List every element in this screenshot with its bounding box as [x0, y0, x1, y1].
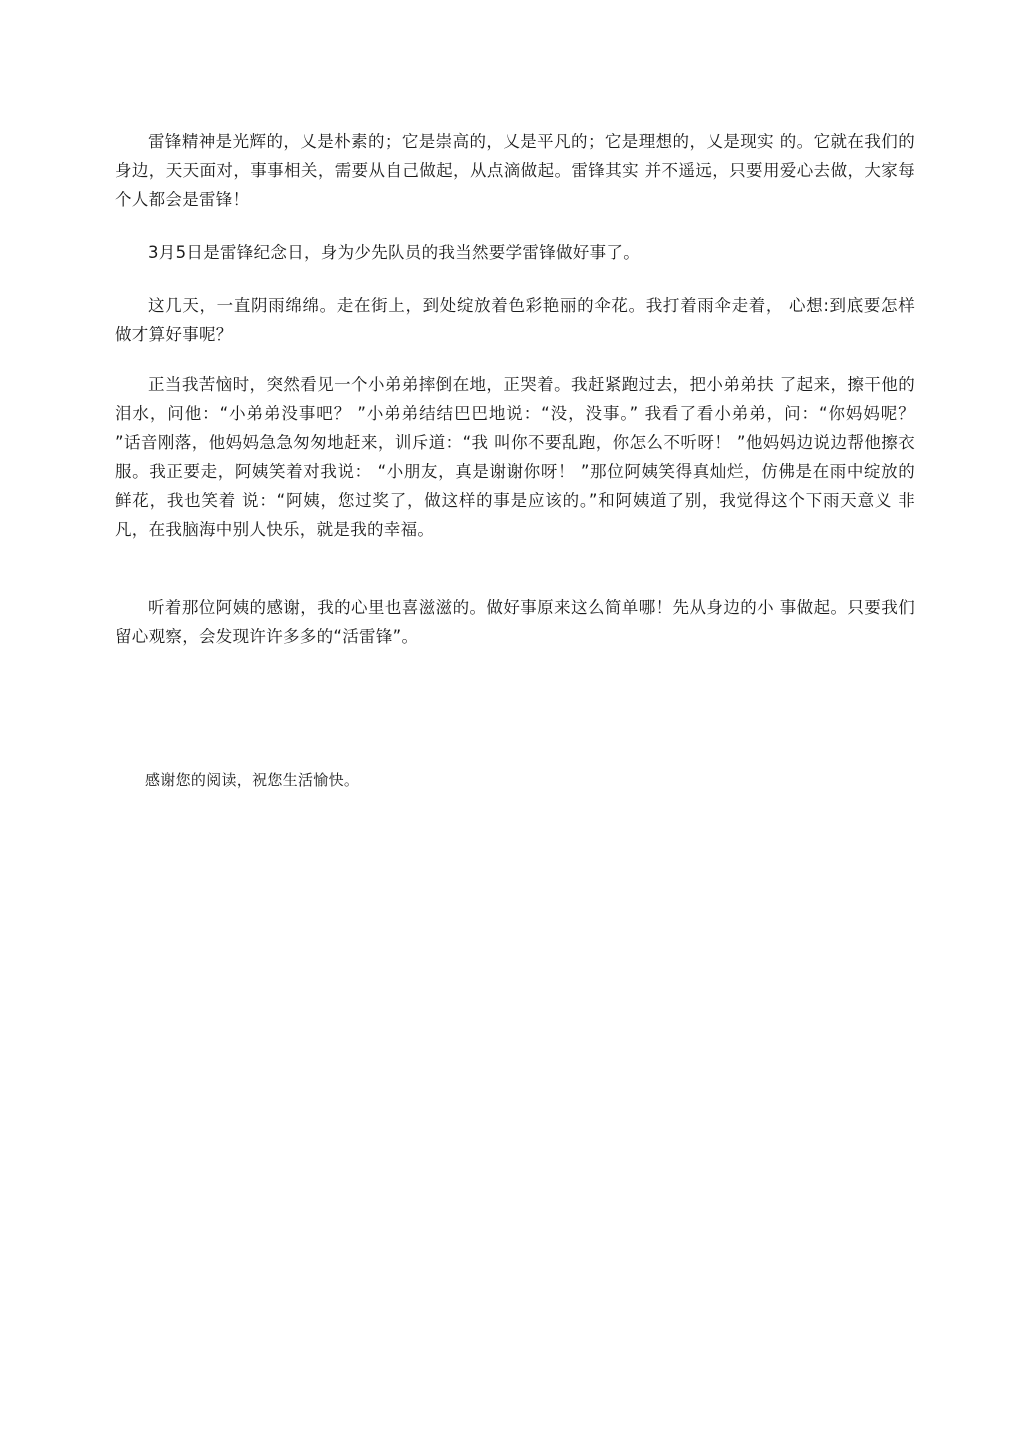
- paragraph-4: [115, 370, 915, 544]
- paragraph-1: [115, 127, 915, 214]
- paragraph-text: 3月5日是雷锋纪念日，身为少先队员的我当然要学雷锋做好事了。: [148, 243, 640, 262]
- closing-note: [115, 766, 915, 795]
- paragraph-5: [115, 593, 915, 651]
- paragraph-3: [115, 291, 915, 349]
- closing-text: 感谢您的阅读，祝您生活愉快。: [145, 771, 360, 789]
- paragraph-2: [115, 238, 915, 267]
- paragraph-text: 这几天，一直阴雨绵绵。走在街上，到处绽放着色彩艳丽的伞花。我打着雨伞走着， 心想:到底要怎样做才算好事呢？: [115, 296, 915, 344]
- paragraph-text: 雷锋精神是光辉的，乂是朴素的；它是崇高的，乂是平凡的；它是理想的，乂是现实 的。它就在我们的身边，天天面对，事事相关，需要从自己做起，从点滴做起。雷锋其实 并不遥远，只要用爱心去做，大家每个人都会是雷锋！: [115, 132, 915, 209]
- paragraph-text: 听着那位阿姨的感谢，我的心里也喜滋滋的。做好事原来这么简单哪！先从身边的小 事做起。只要我们留心观察，会发现许许多多的“活雷锋”。: [115, 598, 915, 646]
- paragraph-text: 正当我苦恼时，突然看见一个小弟弟摔倒在地，正哭着。我赶紧跑过去，把小弟弟扶 了起来，擦干他的泪水，问他：“小弟弟没事吧？ ”小弟弟结结巴巴地说：“没，没事。” 我看了看小弟弟，问：“你妈妈呢？ ”话音刚落，他妈妈急急匆匆地赶来，训斥道：“我 叫你不要乱跑，你怎么不听呀！ ”他妈妈边说边帮他擦衣服。我正要走，阿姨笑着对我说： “小朋友，真是谢谢你呀！ ”那位阿姨笑得真灿烂，仿佛是在雨中绽放的鲜花，我也笑着 说：“阿姨，您过奖了，做这样的事是应该的。”和阿姨道了别，我觉得这个下雨天意义 非凡，在我脑海中别人快乐，就是我的幸福。: [115, 375, 915, 539]
